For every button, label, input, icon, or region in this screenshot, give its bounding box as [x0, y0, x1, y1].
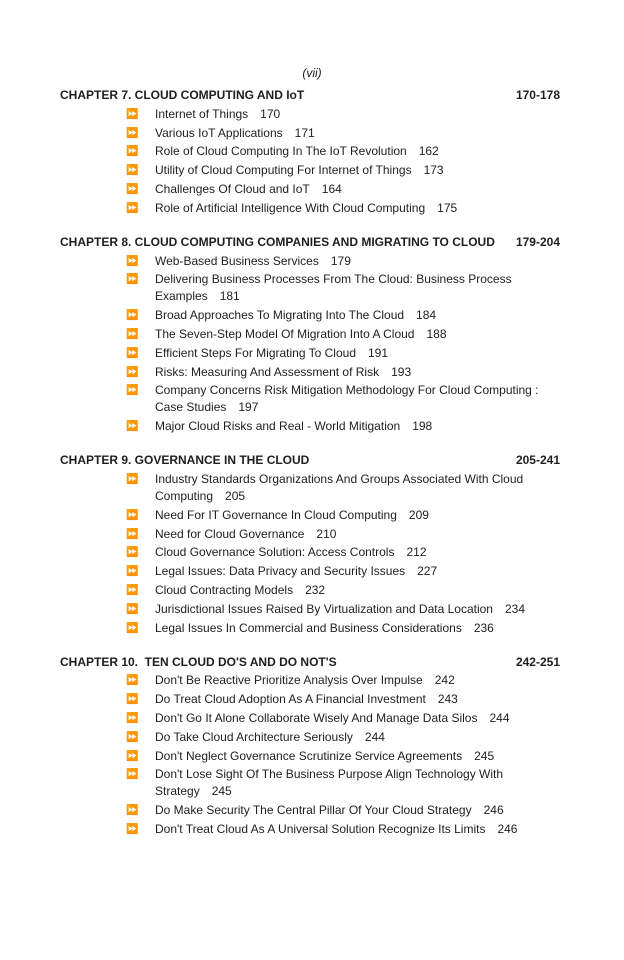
- double-arrow-icon: ⏩: [126, 328, 139, 340]
- entry-title: Various IoT Applications: [155, 125, 283, 140]
- double-arrow-icon: ⏩: [126, 712, 139, 724]
- entry-page: 236: [473, 620, 494, 635]
- chapter-8: [60, 233, 560, 435]
- toc-entry: [60, 821, 560, 838]
- toc-entry: [60, 418, 560, 435]
- entry-title: Do Treat Cloud Adoption As A Financial Investment: [155, 692, 426, 707]
- double-arrow-icon: ⏩: [126, 547, 139, 559]
- chapter-heading: [60, 233, 560, 251]
- entry-title: Do Take Cloud Architecture Seriously: [155, 729, 353, 744]
- double-arrow-icon: ⏩: [126, 805, 139, 817]
- double-arrow-icon: ⏩: [126, 385, 139, 397]
- entry-title: Role of Artificial Intelligence With Cloud Computing: [155, 200, 426, 215]
- entry-title: Legal Issues In Commercial and Business Considerations: [155, 620, 462, 635]
- entry-title: Jurisdictional Issues Raised By Virtualization and Data Location: [155, 601, 493, 616]
- double-arrow-icon: ⏩: [126, 421, 139, 433]
- toc-entry: [60, 382, 560, 416]
- page-number: (vii): [302, 66, 322, 80]
- chapter-items: [60, 672, 560, 838]
- entry-page: 246: [483, 803, 504, 818]
- entry-page: 164: [321, 181, 342, 196]
- chapter-title: CHAPTER 9. GOVERNANCE IN THE CLOUD: [60, 453, 310, 468]
- double-arrow-icon: ⏩: [126, 509, 139, 521]
- chapter-items: [60, 253, 560, 436]
- entry-page: 184: [416, 308, 437, 323]
- double-arrow-icon: ⏩: [126, 528, 139, 540]
- entry-page: 244: [364, 729, 385, 744]
- table-of-contents: [60, 86, 560, 854]
- entry-page: 242: [434, 673, 455, 688]
- double-arrow-icon: ⏩: [126, 675, 139, 687]
- entry-title: Need for Cloud Governance: [155, 526, 305, 541]
- double-arrow-icon: ⏩: [126, 566, 139, 578]
- entry-page: 181: [219, 289, 240, 304]
- toc-entry: [60, 729, 560, 746]
- double-arrow-icon: ⏩: [126, 694, 139, 706]
- chapter-items: [60, 106, 560, 217]
- toc-entry: [60, 766, 560, 800]
- entry-page: 198: [412, 419, 433, 434]
- toc-entry: [60, 748, 560, 765]
- double-arrow-icon: ⏩: [126, 108, 139, 120]
- entry-page: 209: [408, 507, 429, 522]
- entry-page: 243: [437, 692, 458, 707]
- chapter-title: CHAPTER 8. CLOUD COMPUTING COMPANIES AND MIGRATING TO CLOUD: [60, 234, 495, 249]
- chapter-7: [60, 86, 560, 217]
- double-arrow-icon: ⏩: [126, 750, 139, 762]
- entry-page: 210: [316, 526, 337, 541]
- toc-entry: [60, 601, 560, 618]
- entry-page: 162: [418, 144, 439, 159]
- double-arrow-icon: ⏩: [126, 165, 139, 177]
- toc-entry: [60, 200, 560, 217]
- double-arrow-icon: ⏩: [126, 584, 139, 596]
- double-arrow-icon: ⏩: [126, 622, 139, 634]
- entry-page: 244: [489, 710, 510, 725]
- entry-page: 173: [423, 163, 444, 178]
- double-arrow-icon: ⏩: [126, 310, 139, 322]
- entry-page: 232: [305, 582, 326, 597]
- double-arrow-icon: ⏩: [126, 127, 139, 139]
- chapter-title: CHAPTER 7. CLOUD COMPUTING AND IoT: [60, 88, 305, 102]
- toc-entry: [60, 563, 560, 580]
- entry-title: Major Cloud Risks and Real - World Mitigation: [155, 419, 401, 434]
- entry-page: 179: [330, 253, 351, 268]
- chapter-title: CHAPTER 10. TEN CLOUD DO'S AND DO NOT'S: [60, 654, 337, 669]
- entry-page: 170: [260, 106, 281, 121]
- double-arrow-icon: ⏩: [126, 347, 139, 359]
- chapter-page-range: 205-241: [515, 453, 560, 468]
- entry-title: The Seven-Step Model Of Migration Into A Cloud: [155, 326, 415, 341]
- double-arrow-icon: ⏩: [126, 146, 139, 158]
- toc-entry: [60, 181, 560, 198]
- toc-entry: [60, 326, 560, 343]
- entry-page: 197: [238, 400, 259, 415]
- chapter-page-range: 179-204: [515, 234, 560, 249]
- entry-page: 245: [474, 748, 495, 763]
- toc-entry: [60, 125, 560, 142]
- entry-title: Don't Neglect Governance Scrutinize Service Agreements: [155, 748, 463, 763]
- entry-title: Legal Issues: Data Privacy and Security Issues: [155, 564, 406, 579]
- toc-entry: [60, 672, 560, 689]
- toc-entry: [60, 307, 560, 324]
- entry-page: 246: [497, 821, 518, 836]
- entry-title: Need For IT Governance In Cloud Computing: [155, 507, 397, 522]
- entry-title: Cloud Contracting Models: [155, 582, 294, 597]
- chapter-items: [60, 471, 560, 637]
- entry-title: Do Make Security The Central Pillar Of Your Cloud Strategy: [155, 803, 472, 818]
- chapter-heading: [60, 653, 560, 671]
- entry-title: Don't Be Reactive Prioritize Analysis Over Impulse: [155, 673, 423, 688]
- entry-title: Challenges Of Cloud and IoT: [155, 181, 310, 196]
- toc-entry: [60, 507, 560, 524]
- entry-title: Don't Lose Sight Of The Business Purpose Align Technology With Strategy: [155, 767, 504, 799]
- double-arrow-icon: ⏩: [126, 769, 139, 781]
- chapter-heading: [60, 86, 560, 104]
- entry-title: Industry Standards Organizations And Groups Associated With Cloud Computing: [155, 471, 524, 503]
- entry-page: 171: [294, 125, 315, 140]
- entry-page: 245: [211, 784, 232, 799]
- chapter-10: [60, 653, 560, 838]
- double-arrow-icon: ⏩: [126, 183, 139, 195]
- entry-page: 175: [437, 200, 458, 215]
- entry-page: 227: [417, 564, 438, 579]
- double-arrow-icon: ⏩: [126, 473, 139, 485]
- toc-entry: [60, 143, 560, 160]
- chapter-page-range: 170-178: [515, 88, 560, 102]
- double-arrow-icon: ⏩: [126, 202, 139, 214]
- entry-page: 205: [225, 488, 246, 503]
- entry-page: 193: [391, 364, 412, 379]
- toc-entry: [60, 620, 560, 637]
- entry-title: Delivering Business Processes From The Cloud: Business Process Examples: [155, 272, 512, 304]
- toc-entry: [60, 691, 560, 708]
- toc-entry: [60, 471, 560, 505]
- toc-entry: [60, 582, 560, 599]
- toc-entry: [60, 364, 560, 381]
- entry-title: Risks: Measuring And Assessment of Risk: [155, 364, 380, 379]
- double-arrow-icon: ⏩: [126, 823, 139, 835]
- toc-entry: [60, 526, 560, 543]
- double-arrow-icon: ⏩: [126, 603, 139, 615]
- chapter-page-range: 242-251: [515, 654, 560, 669]
- toc-entry: [60, 544, 560, 561]
- chapter-heading: [60, 451, 560, 469]
- double-arrow-icon: ⏩: [126, 255, 139, 267]
- entry-title: Efficient Steps For Migrating To Cloud: [155, 345, 356, 360]
- entry-title: Utility of Cloud Computing For Internet of Things: [155, 163, 412, 178]
- entry-title: Cloud Governance Solution: Access Controls: [155, 545, 395, 560]
- double-arrow-icon: ⏩: [126, 731, 139, 743]
- entry-page: 191: [368, 345, 389, 360]
- toc-entry: [60, 271, 560, 305]
- toc-entry: [60, 802, 560, 819]
- entry-page: 212: [406, 545, 427, 560]
- entry-title: Broad Approaches To Migrating Into The Cloud: [155, 308, 405, 323]
- entry-page: 188: [426, 326, 447, 341]
- entry-page: 234: [504, 601, 525, 616]
- toc-entry: [60, 162, 560, 179]
- entry-title: Role of Cloud Computing In The IoT Revolution: [155, 144, 407, 159]
- double-arrow-icon: ⏩: [126, 366, 139, 378]
- toc-entry: [60, 106, 560, 123]
- entry-title: Don't Go It Alone Collaborate Wisely And Manage Data Silos: [155, 710, 478, 725]
- double-arrow-icon: ⏩: [126, 274, 139, 286]
- toc-entry: [60, 253, 560, 270]
- entry-title: Internet of Things: [155, 106, 249, 121]
- chapter-9: [60, 451, 560, 636]
- entry-title: Web-Based Business Services: [155, 253, 319, 268]
- entry-title: Don't Treat Cloud As A Universal Solution Recognize Its Limits: [155, 821, 486, 836]
- toc-entry: [60, 710, 560, 727]
- entry-title: Company Concerns Risk Mitigation Methodology For Cloud Computing : Case Studies: [155, 383, 539, 415]
- toc-entry: [60, 345, 560, 362]
